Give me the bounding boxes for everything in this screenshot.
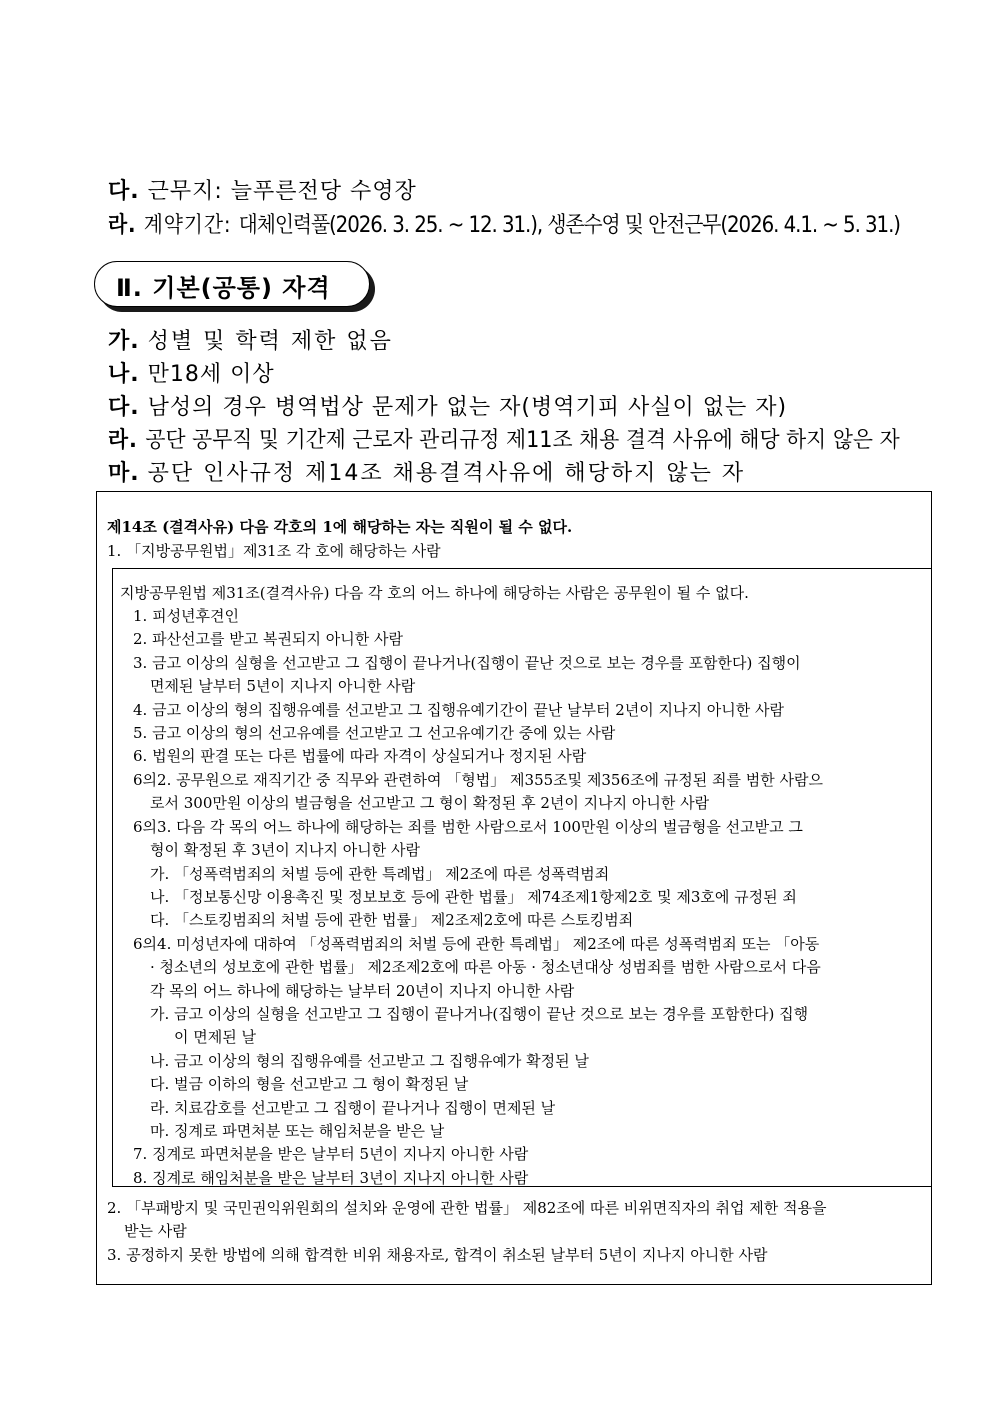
local-law-intro: 지방공무원법 제31조(결격사유) 다음 각 호의 어느 하나에 해당하는 사람은 공무원이 될 수 없다. bbox=[120, 584, 749, 602]
regulation-item-1: 1. 「지방공무원법」제31조 각 호에 해당하는 사람 bbox=[107, 542, 441, 560]
local-law-subitem: 라. 치료감호를 선고받고 그 집행이 끝나거나 집행이 면제된 날 bbox=[150, 1099, 556, 1117]
item-marker: 다. bbox=[108, 395, 140, 420]
work-location-line bbox=[108, 174, 417, 205]
local-law-subitem: 가. 금고 이상의 실형을 선고받고 그 집행이 끝나거나(집행이 끝난 것으로 보는 경우를 포함한다) 집행 bbox=[150, 1005, 809, 1023]
local-law-subitem: 마. 징계로 파면처분 또는 해임처분을 받은 날 bbox=[150, 1122, 445, 1140]
regulation-heading: 제14조 (결격사유) 다음 각호의 1에 해당하는 자는 직원이 될 수 없다. bbox=[107, 518, 573, 536]
local-law-subitem: 다. 벌금 이하의 형을 선고받고 그 형이 확정된 날 bbox=[150, 1075, 469, 1093]
item-marker: 다. bbox=[108, 179, 140, 204]
item-marker: 라. bbox=[108, 213, 137, 238]
local-law-item-cont: 로서 300만원 이상의 벌금형을 선고받고 그 형이 확정된 후 2년이 지나지 아니한 사람 bbox=[150, 794, 710, 812]
local-law-item: 4. 금고 이상의 형의 집행유예를 선고받고 그 집행유예기간이 끝난 날부터 2년이 지나지 아니한 사람 bbox=[133, 701, 784, 719]
local-law-item-cont: 면제된 날부터 5년이 지나지 아니한 사람 bbox=[150, 677, 416, 695]
contract-period-label: 계약기간: bbox=[143, 213, 239, 238]
local-law-item: 8. 징계로 해임처분을 받은 날부터 3년이 지나지 아니한 사람 bbox=[133, 1169, 529, 1187]
qualification-item bbox=[108, 456, 745, 487]
local-law-item: 3. 금고 이상의 실형을 선고받고 그 집행이 끝나거나(집행이 끝난 것으로 보는 경우를 포함한다) 집행이 bbox=[133, 654, 801, 672]
contract-period-detail: 대체인력풀(2026. 3. 25. ~ 12. 31.), 생존수영 및 안전근무(2026. 4.1. ~ 5. 31.) bbox=[238, 213, 900, 238]
qualification-text: 공단 공무직 및 기간제 근로자 관리규정 제11조 채용 결격 사유에 해당 하지 않은 자 bbox=[145, 428, 900, 453]
item-marker: 라. bbox=[108, 428, 138, 453]
regulation-item-2: 2. 「부패방지 및 국민권익위원회의 설치와 운영에 관한 법률」 제82조에 따른 비위면직자의 취업 제한 적용을 bbox=[107, 1199, 827, 1217]
qualification-item bbox=[108, 357, 275, 388]
qualification-item bbox=[108, 324, 393, 355]
work-location-text: 근무지: 늘푸른전당 수영장 bbox=[147, 179, 417, 204]
item-marker: 가. bbox=[108, 329, 140, 354]
qualification-text: 공단 인사규정 제14조 채용결격사유에 해당하지 않는 자 bbox=[147, 461, 746, 486]
local-law-subitem: 다. 「스토킹범죄의 처벌 등에 관한 법률」 제2조제2호에 따른 스토킹범죄 bbox=[150, 911, 634, 929]
qualification-item bbox=[108, 390, 787, 421]
regulation-item-2-cont: 받는 사람 bbox=[124, 1222, 187, 1240]
section-title: Ⅱ. 기본(공통) 자격 bbox=[116, 274, 331, 302]
item-marker: 나. bbox=[108, 362, 140, 387]
local-law-subitem: 나. 금고 이상의 형의 집행유예를 선고받고 그 집행유예가 확정된 날 bbox=[150, 1052, 589, 1070]
qualification-item bbox=[108, 423, 900, 454]
local-law-item-cont: 형이 확정된 후 3년이 지나지 아니한 사람 bbox=[150, 841, 420, 859]
item-marker: 마. bbox=[108, 461, 140, 486]
local-law-item-cont: 각 목의 어느 하나에 해당하는 날부터 20년이 지나지 아니한 사람 bbox=[150, 982, 575, 1000]
local-law-item: 6의3. 다음 각 목의 어느 하나에 해당하는 죄를 범한 사람으로서 100만원 이상의 벌금형을 선고받고 그 bbox=[133, 818, 803, 836]
qualification-text: 성별 및 학력 제한 없음 bbox=[147, 329, 393, 354]
local-law-item: 6의4. 미성년자에 대하여 「성폭력범죄의 처벌 등에 관한 특례법」 제2조에 따른 성폭력범죄 또는 「아동 bbox=[133, 935, 820, 953]
local-law-item: 5. 금고 이상의 형의 선고유예를 선고받고 그 선고유예기간 중에 있는 사람 bbox=[133, 724, 616, 742]
qualification-text: 만18세 이상 bbox=[147, 362, 275, 387]
local-law-item: 1. 피성년후견인 bbox=[133, 607, 240, 625]
qualification-text: 남성의 경우 병역법상 문제가 없는 자(병역기피 사실이 없는 자) bbox=[147, 395, 788, 420]
local-law-item: 6의2. 공무원으로 재직기간 중 직무와 관련하여 「형법」 제355조및 제356조에 규정된 죄를 범한 사람으 bbox=[133, 771, 823, 789]
local-law-item: 2. 파산선고를 받고 복권되지 아니한 사람 bbox=[133, 630, 403, 648]
local-law-item: 7. 징계로 파면처분을 받은 날부터 5년이 지나지 아니한 사람 bbox=[133, 1145, 529, 1163]
regulation-item-3: 3. 공정하지 못한 방법에 의해 합격한 비위 채용자로, 합격이 취소된 날부터 5년이 지나지 아니한 사람 bbox=[107, 1246, 768, 1264]
local-law-subitem: 가. 「성폭력범죄의 처벌 등에 관한 특례법」 제2조에 따른 성폭력범죄 bbox=[150, 865, 610, 883]
local-law-item: 6. 법원의 판결 또는 다른 법률에 따라 자격이 상실되거나 정지된 사람 bbox=[133, 747, 587, 765]
local-law-subitem: 나. 「정보통신망 이용촉진 및 정보보호 등에 관한 법률」 제74조제1항제2호 및 제3호에 규정된 죄 bbox=[150, 888, 797, 906]
contract-period-line bbox=[108, 208, 900, 239]
local-law-subitem-cont: 이 면제된 날 bbox=[174, 1028, 256, 1046]
local-law-item-cont: · 청소년의 성보호에 관한 법률」 제2조제2호에 따른 아동 · 청소년대상 성범죄를 범한 사람으로서 다음 bbox=[150, 958, 821, 976]
